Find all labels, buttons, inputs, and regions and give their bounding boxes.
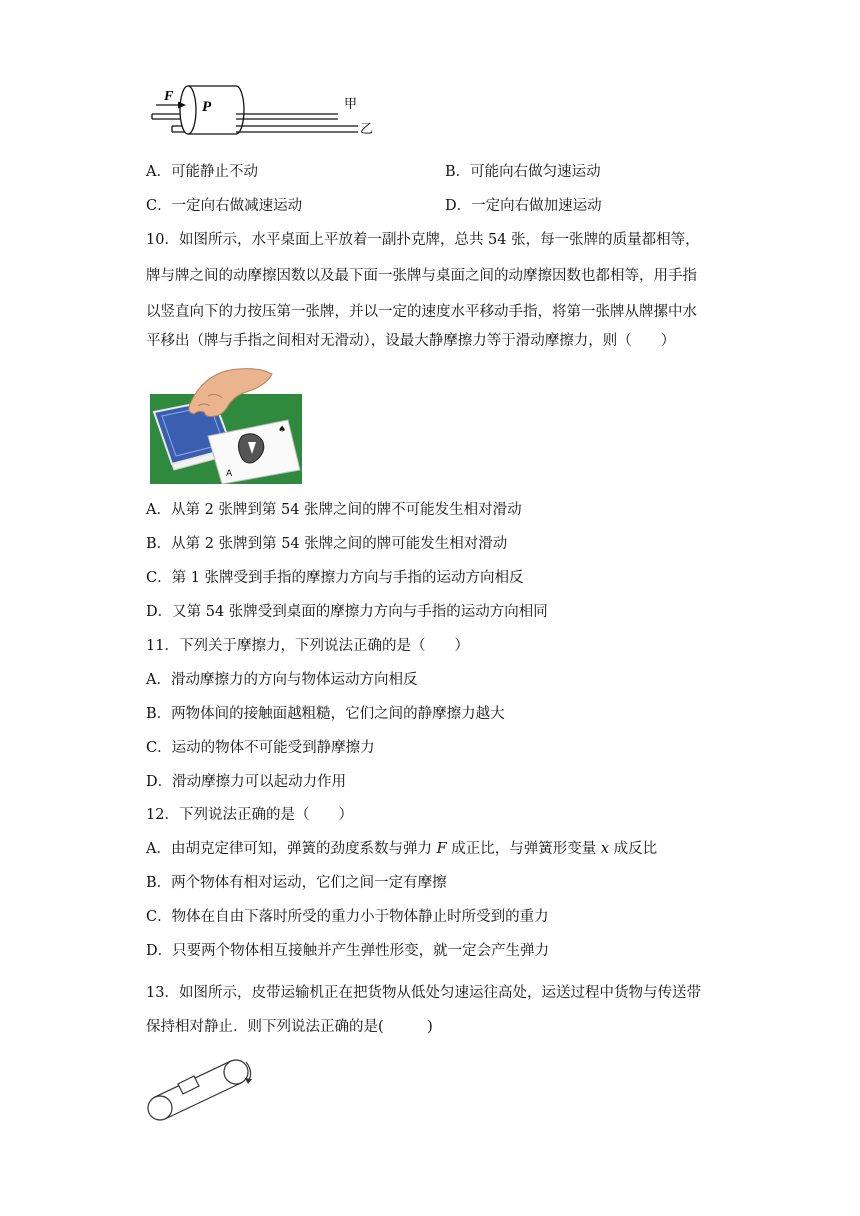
block-p (180, 86, 244, 134)
q11-option-b: B．两物体间的接触面越粗糙，它们之间的静摩擦力越大 (146, 706, 505, 722)
q9-option-b: B．可能向右做匀速运动 (445, 164, 601, 180)
q10-stem-line-4: 平移出（牌与手指之间相对无滑动），设最大静摩擦力等于滑动摩擦力，则（ ） (146, 333, 676, 349)
board-jia-label: 甲 (344, 97, 358, 112)
q13-stem-line-1: 13．如图所示，皮带运输机正在把货物从低处匀速运往高处，运送过程中货物与传送带 (146, 985, 701, 1001)
conveyor-belt (148, 1060, 248, 1120)
q10-stem-line-2: 牌与牌之间的动摩擦因数以及最下面一张牌与桌面之间的动摩擦因数也都相等，用手指 (146, 268, 697, 284)
q10-option-d: D．又第 54 张牌受到桌面的摩擦力方向与手指的运动方向相同 (146, 604, 548, 620)
q11-stem: 11．下列关于摩擦力，下列说法正确的是（ ） (146, 638, 469, 654)
q11-option-a: A．滑动摩擦力的方向与物体运动方向相反 (146, 672, 418, 688)
q12-option-b: B．两个物体有相对运动，它们之间一定有摩擦 (146, 875, 447, 891)
q13-conveyor-figure (142, 1050, 266, 1126)
q10-option-b: B．从第 2 张牌到第 54 张牌之间的牌可能发生相对滑动 (146, 536, 508, 552)
block-label: P (202, 99, 212, 115)
q12-option-c: C．物体在自由下落时所受的重力小于物体静止时所受到的重力 (146, 909, 549, 925)
cargo-box (178, 1076, 199, 1094)
q11-option-c: C．运动的物体不可能受到静摩擦力 (146, 740, 375, 756)
q13-stem-line-2: 保持相对静止．则下列说法正确的是( ) (146, 1019, 433, 1035)
q10-option-a: A．从第 2 张牌到第 54 张牌之间的牌不可能发生相对滑动 (146, 502, 522, 518)
svg-text:A: A (226, 469, 233, 479)
q9-figure (148, 84, 378, 140)
q11-option-d: D．滑动摩擦力可以起动力作用 (146, 774, 347, 790)
q12-option-a: A．由胡克定律可知，弹簧的劲度系数与弹力 F 成正比，与弹簧形变量 x 成反比 (146, 841, 658, 857)
q12-option-d: D．只要两个物体相互接触并产生弹性形变，就一定会产生弹力 (146, 943, 550, 959)
q9-option-a: A．可能静止不动 (146, 164, 258, 180)
q10-stem-line-1: 10．如图所示，水平桌面上平放着一副扑克牌，总共 54 张，每一张牌的质量都相等， (146, 232, 700, 248)
q12-stem: 12．下列说法正确的是（ ） (146, 807, 353, 823)
q9-option-c: C．一定向右做减速运动 (146, 198, 303, 214)
variable-f: F (436, 841, 447, 857)
q10-option-c: C．第 1 张牌受到手指的摩擦力方向与手指的运动方向相反 (146, 570, 524, 586)
svg-text:♠: ♠ (278, 425, 287, 435)
q9-option-d: D．一定向右做加速运动 (445, 198, 602, 214)
variable-x: x (600, 841, 610, 857)
board-yi-label: 乙 (360, 122, 374, 137)
q10-card-photo (150, 366, 302, 484)
force-label: F (164, 89, 174, 104)
q10-stem-line-3: 以竖直向下的力按压第一张牌，并以一定的速度水平移动手指，将第一张牌从牌摞中水 (146, 304, 697, 320)
